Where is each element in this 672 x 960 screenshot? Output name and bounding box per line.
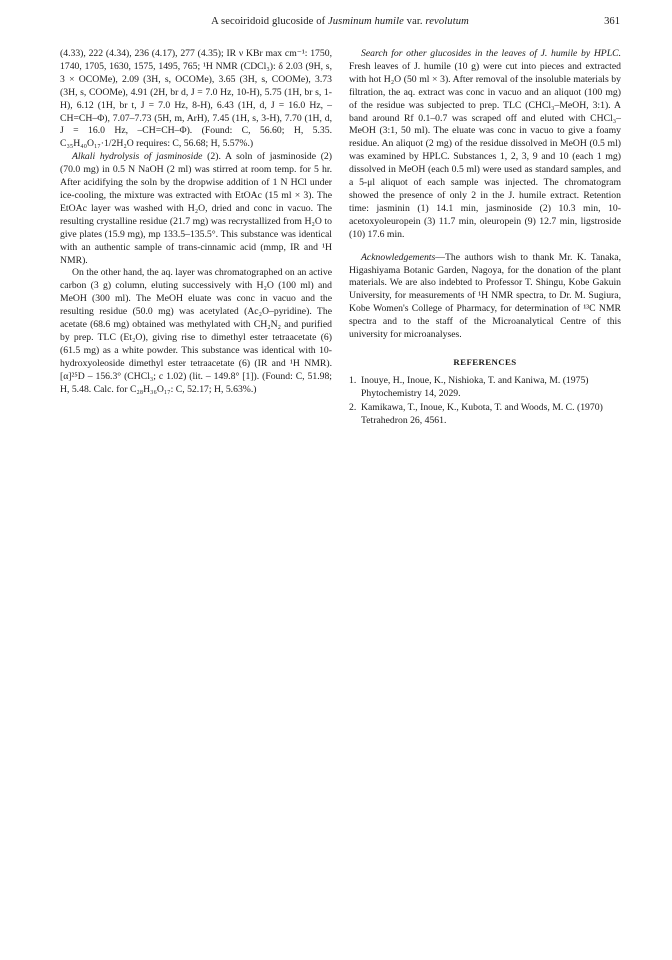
page-number: 361 <box>604 16 620 27</box>
reference-item <box>349 375 621 401</box>
alkali-hydrolysis-body: (2). A soln of jasminoside (2) (70.0 mg) in 0.5 N NaOH (2 ml) was stirred at room temp. for 5 hr. After acidifying the soln by the dropwise addition of 1 N HCl under ice-cooling, the mixture was extracted with EtOAc (15 ml × 3). The EtOAc layer was washed with H₂O, dried and conc in vacuo. The resulting crystalline residue (21.7 mg) was recrystallized from H₂O to give plates (15.9 mg), mp 133.5–135.5°. This substance was identical with an authentic sample of trans-cinnamic acid (mmp, IR and ¹H NMR). <box>60 151 332 266</box>
reference-item <box>349 402 621 428</box>
running-title <box>60 16 620 27</box>
running-title-species: Jusminum humile <box>327 16 404 27</box>
references-title: REFERENCES <box>453 356 517 367</box>
hplc-search-paragraph <box>349 48 621 242</box>
section-spacer <box>349 242 621 252</box>
acknowledgements-body: —The authors wish to thank Mr. K. Tanaka, Higashiyama Botanic Garden, Nagoya, for the donation of the plant materials. We are also indebted to Professor T. Shingu, Kobe Gakuin University, for measurements of ¹H NMR spectra, to Dr. M. Sugiura, Kobe Women's College of Pharmacy, for determination of ¹³C NMR spectra and to the staff of the Microanalytical Centre of this university for microanalyses. <box>349 251 621 341</box>
alkali-hydrolysis-paragraph <box>60 151 332 267</box>
reference-text: Kamikawa, T., Inoue, K., Kubota, T. and Woods, M. C. (1970) Tetrahedron 26, 4561. <box>361 401 603 426</box>
reference-text: Inouye, H., Inoue, K., Nishioka, T. and Kaniwa, M. (1975) Phytochemistry 14, 2029. <box>361 374 589 399</box>
left-column <box>60 48 332 396</box>
running-title-suffix: var. <box>403 16 426 27</box>
hplc-search-heading: Search for other glucosides in the leaves of J. humile by HPLC. <box>361 48 621 59</box>
right-column <box>349 48 621 428</box>
hplc-search-body: Fresh leaves of J. humile (10 g) were cut into pieces and extracted with hot H₂O (50 ml × 3). After removal of the insoluble materials by filtration, the aq. extract was conc in vacuo and an aliquot (100 mg) of the residue was subjected to prep. TLC (CHCl₃–MeOH, 3:1). A band around Rf 0.1–0.7 was scraped off and eluted with CHCl₃–MeOH (3:1, 50 ml). The eluate was conc in vacuo to give a foamy residue. An aliquot (2 mg) of the residue dissolved in MeOH (0.5 ml) was examined by HPLC. Substances 1, 2, 3, 9 and 10 (each 1 mg) dissolved in MeOH (each 0.5 ml) were used as standard samples, and a 5-μl aliquot of each sample was injected. The chromatogram showed the presence of only 2 in the J. humile extract. Retention time: jasminin (1) 14.1 min, jasminoside (2) 10.3 min, 10-acetoxyoleuropein (3) 11.7 min, oleuropein (9) 12.7 min, ligstroside (10) 17.6 min. <box>349 60 621 240</box>
reference-number: 2. <box>349 401 357 413</box>
aqueous-layer-paragraph: On the other hand, the aq. layer was chromatographed on an active carbon (3 g) column, eluting successively with H₂O (100 ml) and MeOH (300 ml). The MeOH eluate was conc in vacuo and the resulting residue (50.0 mg) was acetylated (Ac₂O–pyridine). The acetate (68.6 mg) obtained was methylated with CH₂N₂ and purified by prep. TLC (Et₂O), giving rise to dimethyl ester tetraacetate (6) (61.5 mg) as a white powder. This substance was identical with 10-hydroxyoleoside dimethyl ester tetraacetate (6) (IR and ¹H NMR). [α]²⁵D – 156.3° (CHCl₃; c 1.02) (lit. – 149.8° [1]). (Found: C, 51.98; H, 5.48. Calc. for C₂₈H₃₆O₁₇: C, 52.17; H, 5.63%.) <box>60 267 332 395</box>
running-title-variety: revolutum <box>425 16 469 27</box>
acknowledgements-paragraph <box>349 252 621 342</box>
running-title-prefix: A secoiridoid glucoside of <box>211 16 328 27</box>
spectral-data-paragraph: (4.33), 222 (4.34), 236 (4.17), 277 (4.35); IR ν KBr max cm⁻¹: 1750, 1740, 1705, 1630, 1575, 1495, 765; ¹H NMR (CDCl₃): δ 2.03 (9H, s, 3 × OCOMe), 2.09 (3H, s, OCOMe), 3.65 (3H, s, COOMe), 3.73 (3H, s, COOMe), 4.91 (2H, br d, J = 7.0 Hz, 10-H), 5.75 (1H, br s, 1-H), 6.12 (1H, br t, J = 7.0 Hz, 8-H), 6.43 (1H, d, J = 16.0 Hz, –CH=CH–Φ), 7.07–7.73 (5H, m, ArH), 7.45 (1H, s, 3-H), 7.70 (1H, d, J = 16.0 Hz, –CH=CH–Φ). (Found: C, 56.60; H, 5.35. C₃₅H₄₀O₁₇·1/2H₂O requires: C, 56.68; H, 5.57%.) <box>60 48 332 150</box>
reference-number: 1. <box>349 374 357 386</box>
running-head <box>60 16 620 32</box>
alkali-hydrolysis-heading: Alkali hydrolysis of jasminoside <box>72 151 203 163</box>
acknowledgements-heading: Acknowledgements <box>361 251 436 263</box>
